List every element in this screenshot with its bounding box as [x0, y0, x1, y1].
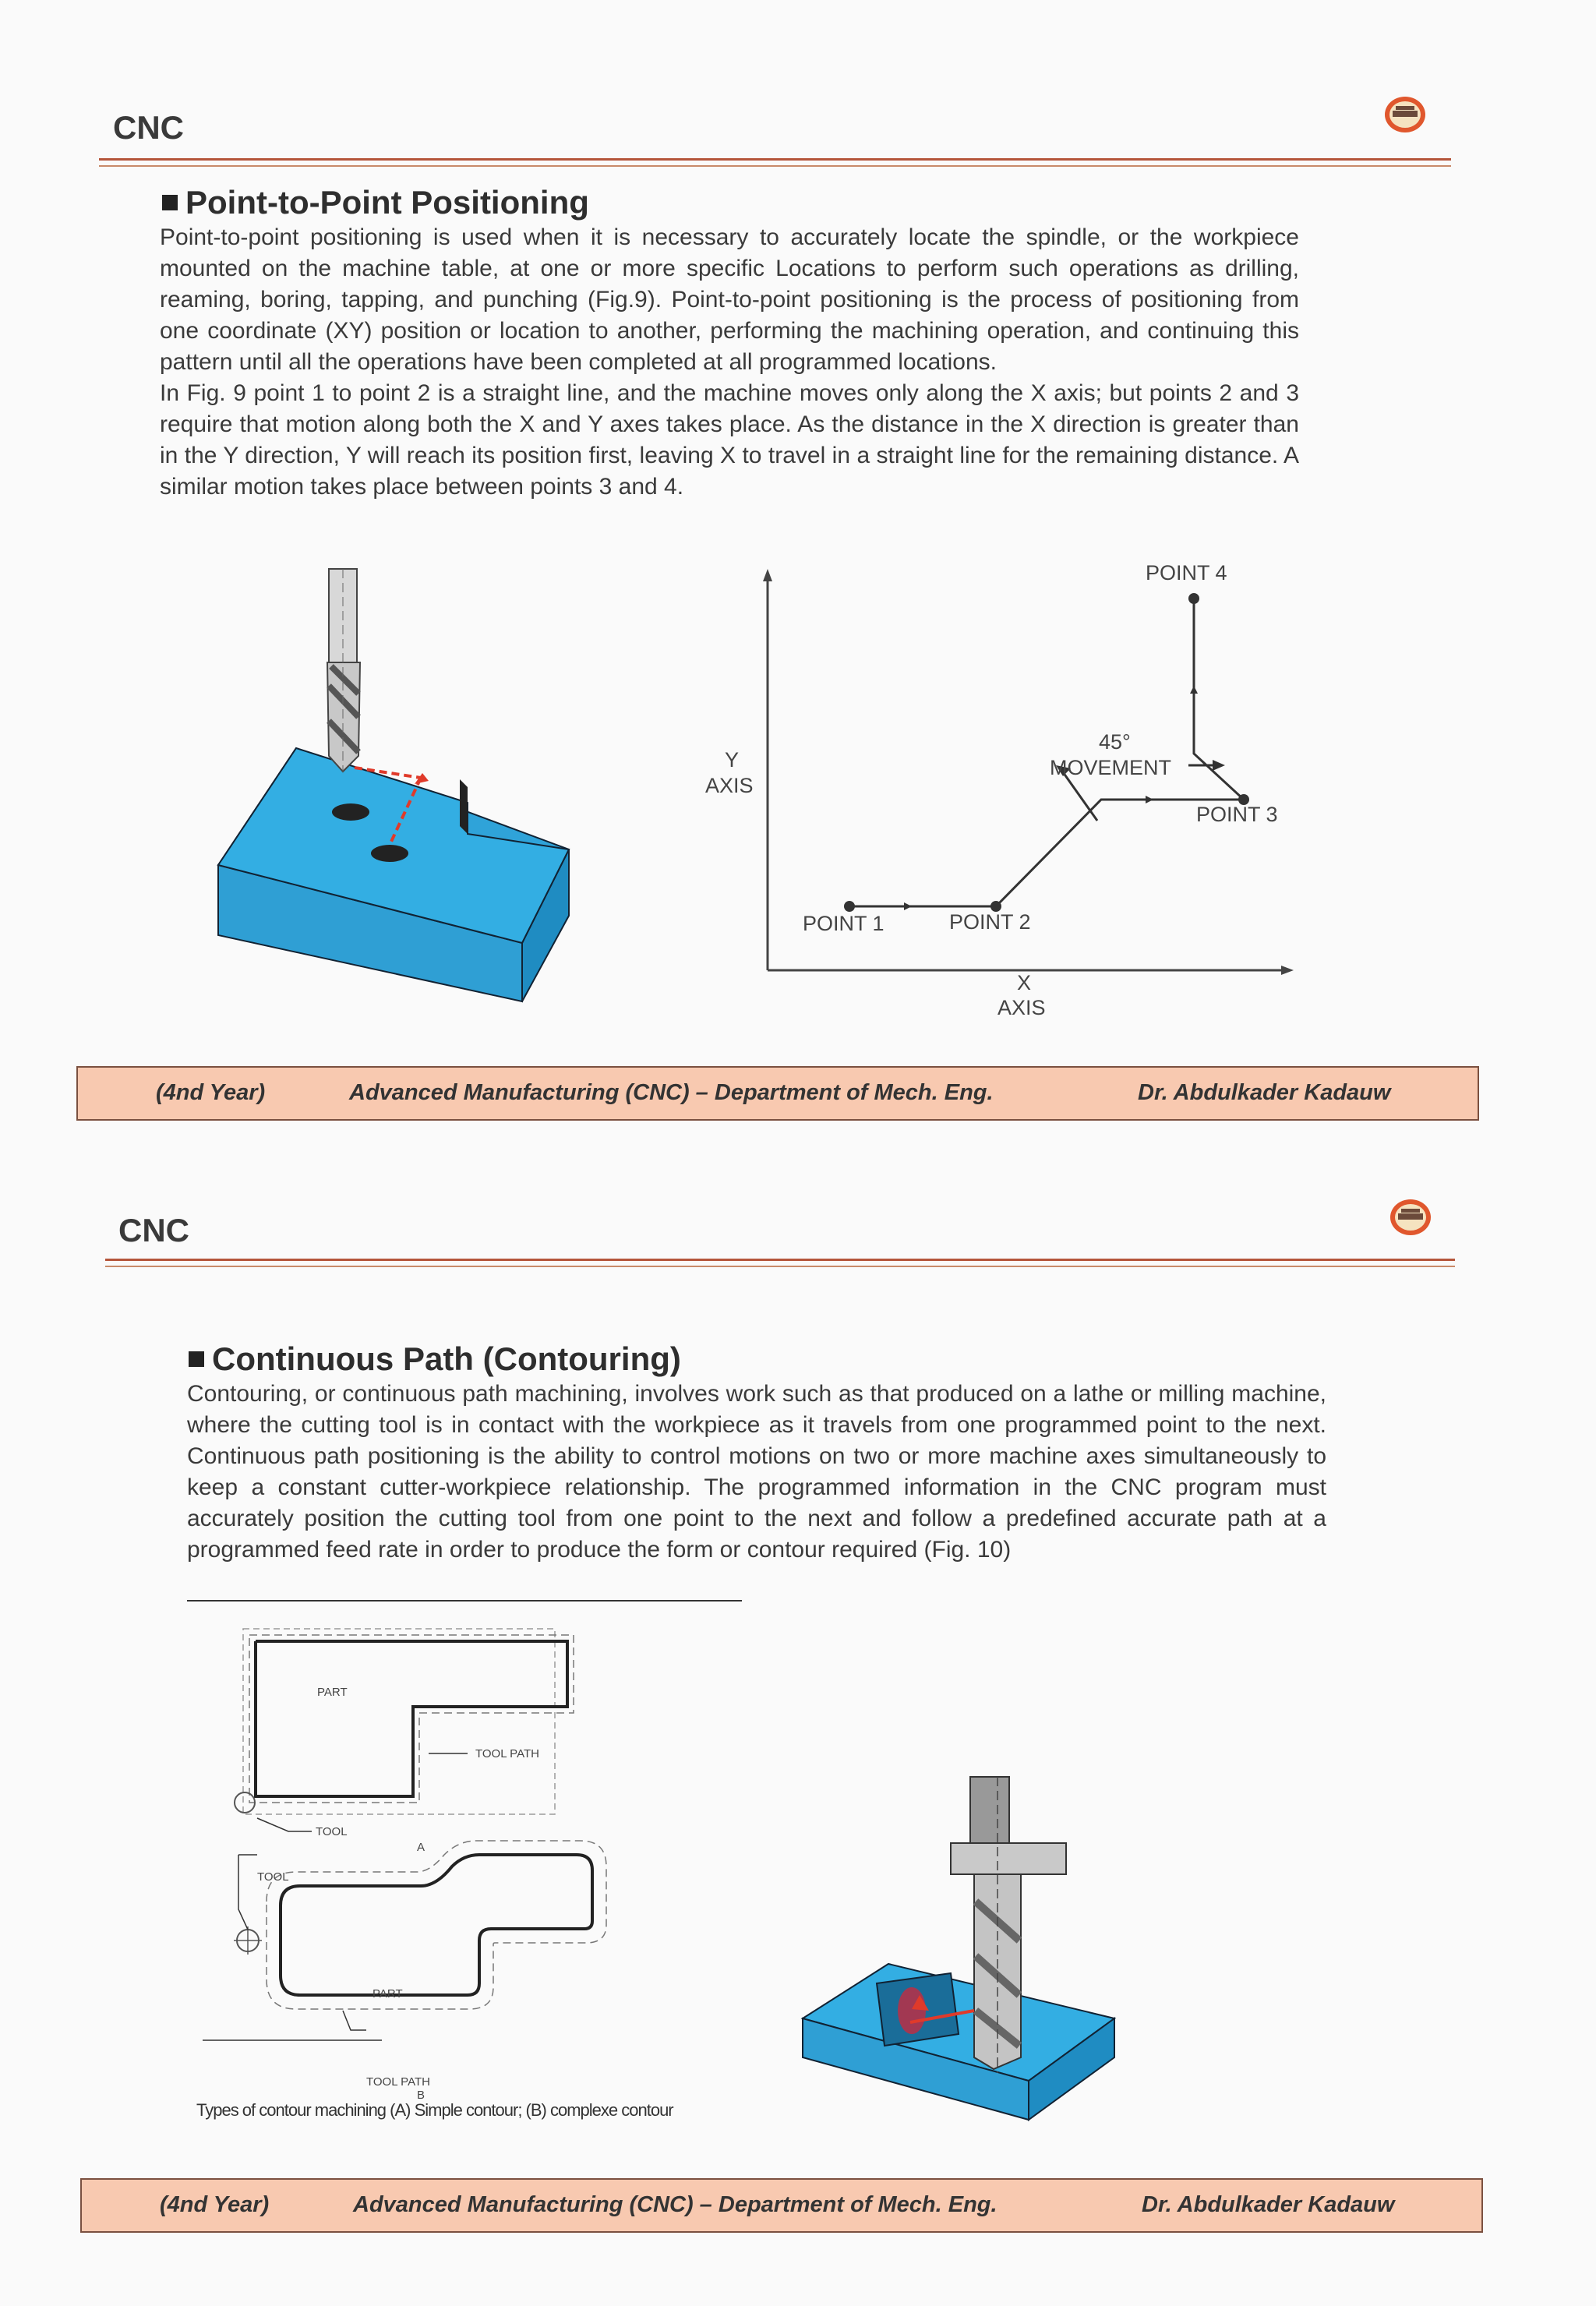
paragraph-underline	[187, 1600, 742, 1601]
figure-caption: Types of contour machining (A) Simple contour; (B) complexe contour	[196, 2100, 673, 2120]
bullet-icon	[189, 1351, 204, 1367]
angle-label: 45°	[1099, 730, 1131, 754]
tool-label-a: TOOL	[316, 1825, 348, 1838]
header-rule-secondary	[105, 1266, 1455, 1267]
section-heading	[189, 1340, 681, 1378]
footer	[80, 2178, 1483, 2233]
footer-year: (4nd Year)	[160, 2192, 270, 2217]
drill-workpiece-illustration	[210, 569, 584, 1005]
section-heading-text: Point-to-Point Positioning	[185, 184, 589, 221]
footer-author: Dr. Abdulkader Kadauw	[1138, 1080, 1391, 1105]
end-mill-illustration	[795, 1777, 1122, 2120]
footer	[76, 1066, 1479, 1121]
tool-label-b: TOOL	[257, 1870, 289, 1884]
x-axis-label-axis: AXIS	[998, 996, 1046, 1019]
body-text	[187, 1379, 1326, 1566]
logo-icon	[1389, 1198, 1432, 1237]
header-rule	[105, 1259, 1455, 1261]
figure-label-b: B	[417, 2089, 425, 2102]
point-3-label: POINT 3	[1196, 803, 1278, 826]
header-rule-secondary	[99, 165, 1451, 167]
paragraph: Contouring, or continuous path machining, involves work such as that produced on a lathe or milling machine, where the cutting tool is in contact with the workpiece as it travels from one programmed point to the next. Continuous path positioning is the ability to control motions on two or more machine axes simultaneously to keep a constant cutter-workpiece relationship. The programmed information in the CNC program must accurately position the cutting tool from one point to the next and follow a predefined accurate path at a programmed feed rate in order to produce the form or contour required (Fig. 10)	[187, 1381, 1326, 1563]
footer-course: Advanced Manufacturing (CNC) – Department of Mech. Eng.	[353, 2192, 998, 2217]
logo-icon	[1383, 95, 1427, 134]
tool-path-label-b: TOOL PATH	[366, 2075, 430, 2089]
movement-label: MOVEMENT	[1050, 756, 1172, 779]
point-2-label: POINT 2	[949, 910, 1031, 934]
section-heading	[162, 184, 589, 221]
point-to-point-diagram	[686, 561, 1309, 1029]
header-rule	[99, 158, 1451, 161]
bullet-icon	[162, 195, 178, 210]
contour-diagrams	[226, 1629, 616, 2089]
page-2	[0, 1153, 1596, 2306]
footer-year: (4nd Year)	[156, 1080, 266, 1105]
paragraph: Point-to-point positioning is used when it is necessary to accurately locate the spindle, or the workpiece mounted on the machine table, at one or more specific Locations to perform such operations as drilling, reaming, boring, tapping, and punching (Fig.9). Point-to-point positioning is the process of positioning from one coordinate (XY) position or location to another, performing the machining operation, and continuing this pattern until all the operations have been completed at all programmed locations.	[160, 224, 1299, 375]
body-text	[160, 222, 1299, 503]
point-4-label: POINT 4	[1146, 561, 1227, 584]
footer-course: Advanced Manufacturing (CNC) – Department of Mech. Eng.	[349, 1080, 994, 1105]
point-1-label: POINT 1	[803, 912, 885, 935]
y-axis-label-axis: AXIS	[705, 774, 754, 797]
paragraph: In Fig. 9 point 1 to point 2 is a straight line, and the machine moves only along the X axis; but points 2 and 3 require that motion along both the X and Y axes takes place. As the distance in the X direction is greater than in the Y direction, Y will reach its position first, leaving X to travel in a straight line for the remaining distance. A similar motion takes place between points 3 and 4.	[160, 380, 1299, 500]
header-title: CNC	[118, 1212, 189, 1248]
x-axis-label: X	[1017, 971, 1032, 994]
figure-label-a: A	[417, 1841, 425, 1854]
part-label-b: PART	[373, 1987, 403, 2001]
footer-author: Dr. Abdulkader Kadauw	[1142, 2192, 1395, 2217]
section-heading-text: Continuous Path (Contouring)	[212, 1340, 681, 1377]
header-title: CNC	[113, 109, 184, 146]
y-axis-label: Y	[725, 748, 740, 772]
tool-path-label-a: TOOL PATH	[475, 1747, 539, 1760]
part-label-a: PART	[317, 1686, 348, 1699]
